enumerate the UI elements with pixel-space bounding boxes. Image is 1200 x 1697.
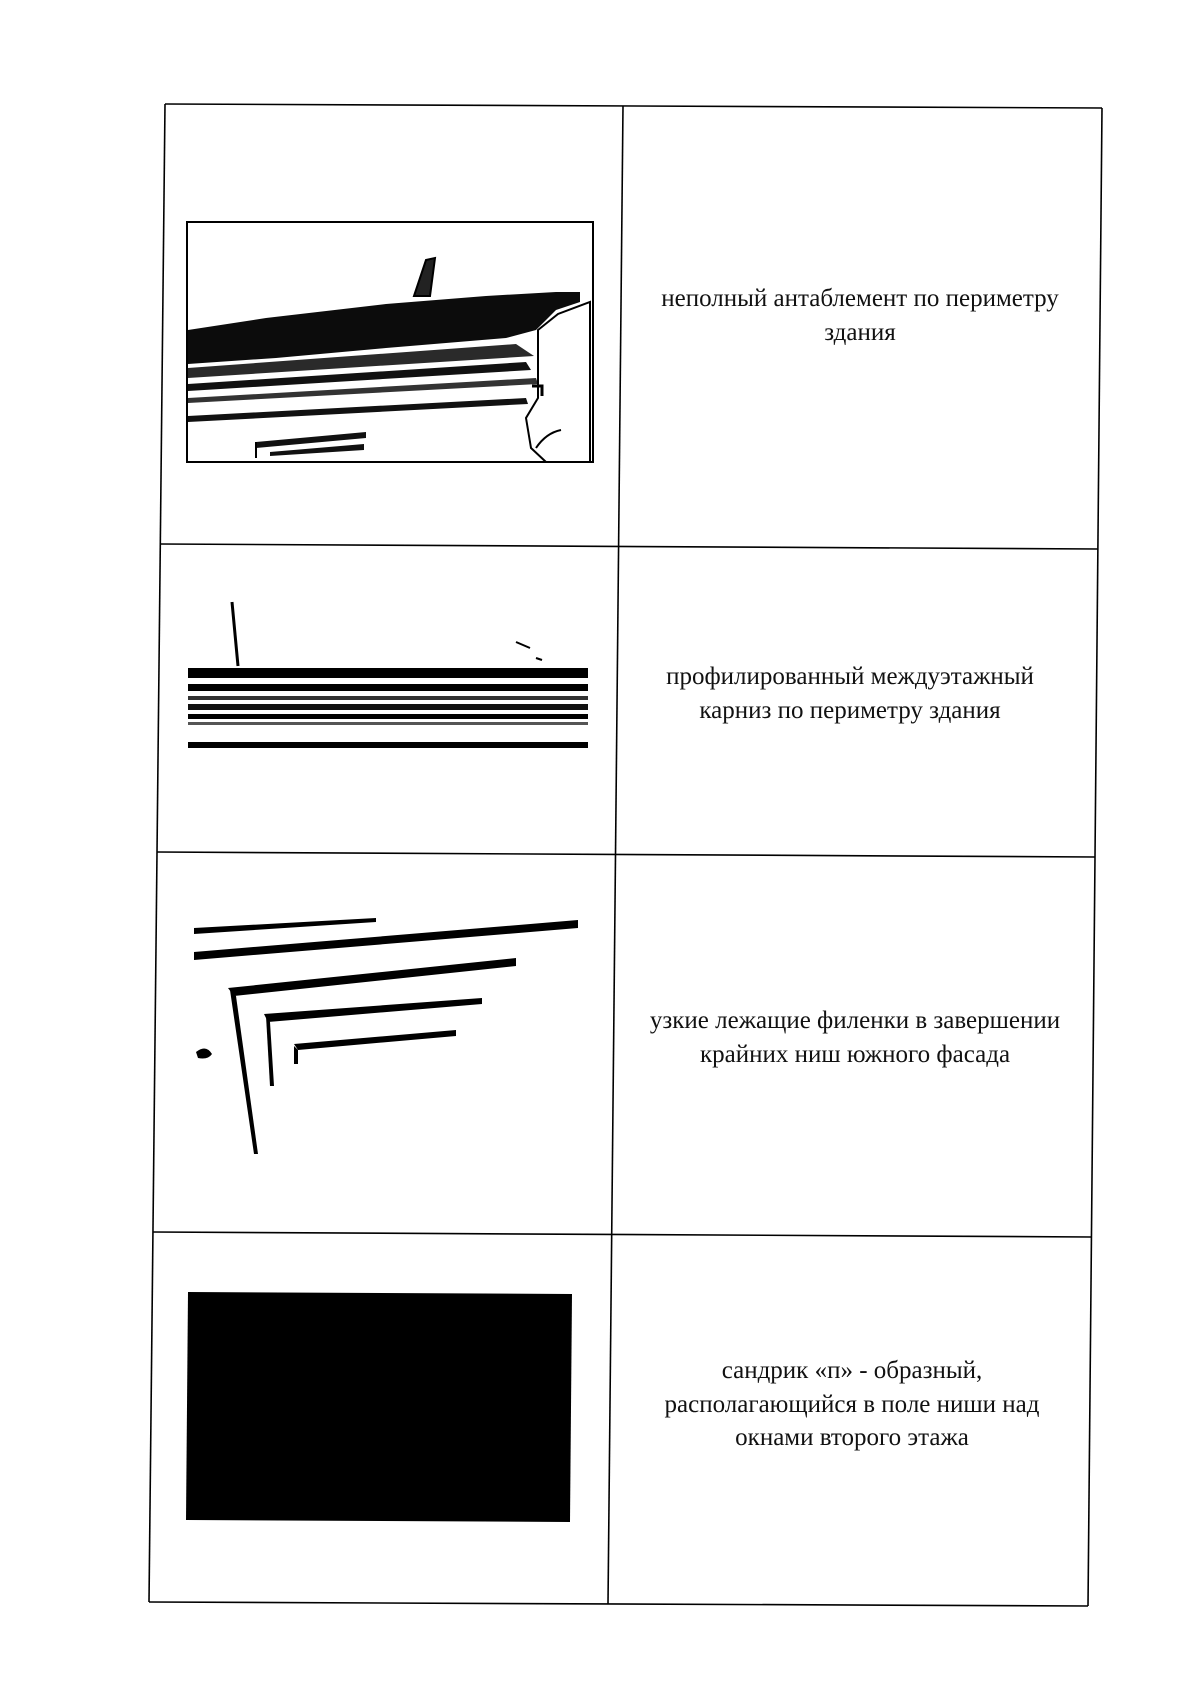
cornice-photo bbox=[186, 596, 594, 760]
table-left-border bbox=[149, 104, 165, 1602]
row-1-description: неполный антаблемент по периметру здания bbox=[661, 285, 1059, 346]
row-4-description: сандрик «п» - образный, располагающийся в поле ниши над окнами второго этажа bbox=[664, 1357, 1040, 1451]
table-top-border bbox=[165, 104, 1102, 108]
row-3-description: узкие лежащие филенки в завершении крайних ниш южного фасада bbox=[649, 1007, 1061, 1068]
row-2-description: профилированный междуэтажный карниз по периметру здания bbox=[666, 663, 1034, 724]
row-divider-3 bbox=[153, 1232, 1091, 1237]
row-divider-1 bbox=[160, 544, 1098, 549]
panels-photo bbox=[186, 904, 586, 1166]
table-bottom-border bbox=[149, 1602, 1088, 1606]
row-divider-2 bbox=[157, 852, 1095, 857]
sandrik-photo bbox=[184, 1290, 576, 1524]
entablature-photo bbox=[186, 218, 596, 468]
